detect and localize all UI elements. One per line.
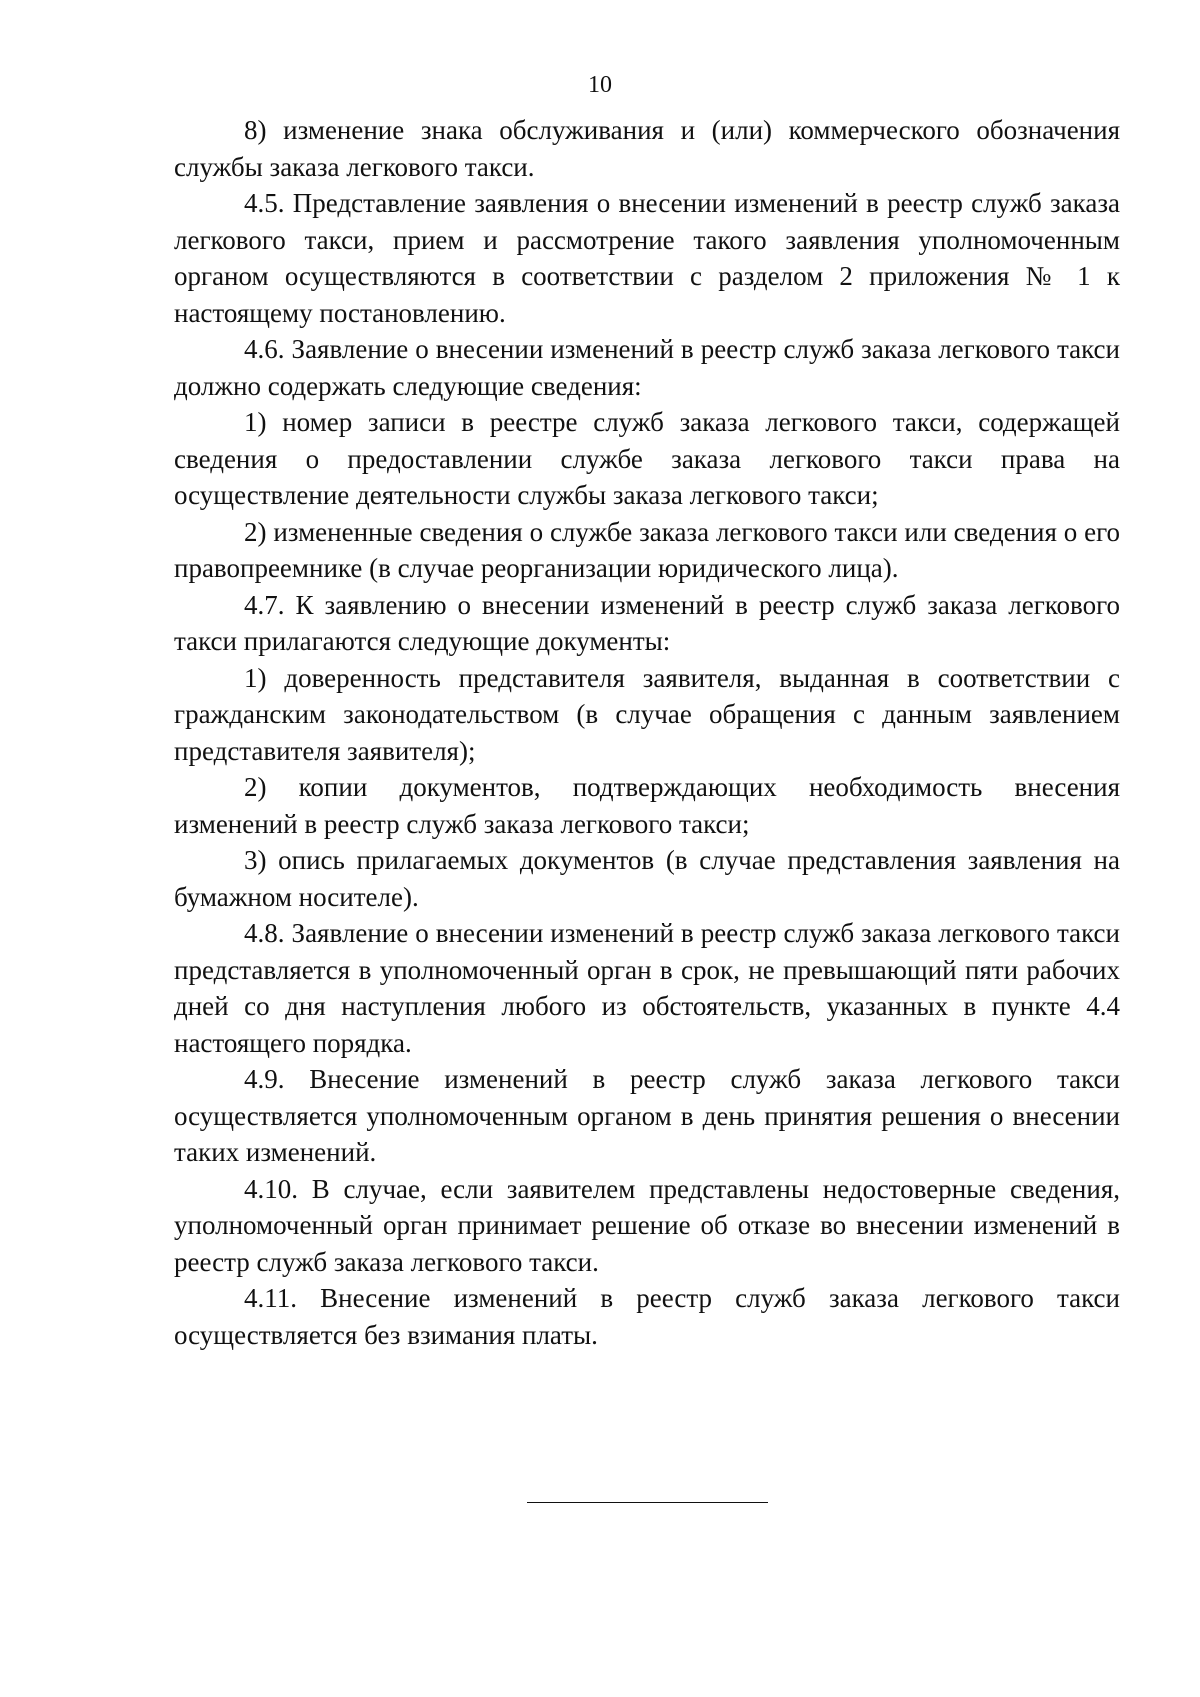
clause-4-6-item-2: 2) измененные сведения о службе заказа легкового такси или сведения о его правопреемнике (в случае реорганизации юридического лица). <box>174 516 1120 583</box>
clause-4-6-item-1: 1) номер записи в реестре служб заказа легкового такси, содержащей сведения о предоставлении службе заказа легкового такси права на осуществление деятельности службы заказа легкового такси; <box>174 407 1120 510</box>
clause-4-7-paragraph: 4.7. К заявлению о внесении изменений в реестр служб заказа легкового такси прилагаются следующие документы: <box>174 589 1120 656</box>
clause-4-11-paragraph: 4.11. Внесение изменений в реестр служб заказа легкового такси осуществляется без взимания платы. <box>174 1283 1120 1350</box>
clause-4-9-paragraph: 4.9. Внесение изменений в реестр служб заказа легкового такси осуществляется уполномоченным органом в день принятия решения о внесении таких изменений. <box>174 1064 1120 1167</box>
clause-4-5-paragraph: 4.5. Представление заявления о внесении изменений в реестр служб заказа легкового такси, прием и рассмотрение такого заявления уполномоченным органом осуществляются в соответствии с разделом 2 приложения № 1 к настоящему постановлению. <box>174 188 1120 328</box>
clause-4-7-item-3: 3) опись прилагаемых документов (в случае представления заявления на бумажном носителе). <box>174 845 1120 912</box>
clause-4-8-paragraph: 4.8. Заявление о внесении изменений в реестр служб заказа легкового такси представляется в уполномоченный орган в срок, не превышающий пяти рабочих дней со дня наступления любого из обстоятельств, указанных в пункте 4.4 настоящего порядка. <box>174 918 1120 1058</box>
clause-4-6-paragraph: 4.6. Заявление о внесении изменений в реестр служб заказа легкового такси должно содержать следующие сведения: <box>174 334 1120 401</box>
page-number: 10 <box>588 72 612 98</box>
clause-4-7-item-1: 1) доверенность представителя заявителя, выданная в соответствии с гражданским законодательством (в случае обращения с данным заявлением представителя заявителя); <box>174 662 1120 766</box>
clause-4-7-item-2: 2) копии документов, подтверждающих необходимость внесения изменений в реестр служб заказа легкового такси; <box>174 772 1120 839</box>
clause-4-10-paragraph: 4.10. В случае, если заявителем представлены недостоверные сведения, уполномоченный орган принимает решение об отказе во внесении изменений в реестр служб заказа легкового такси. <box>174 1173 1120 1277</box>
end-divider-line <box>527 1502 768 1503</box>
document-body <box>174 112 1120 1353</box>
item-8-paragraph: 8) изменение знака обслуживания и (или) коммерческого обозначения службы заказа легкового такси. <box>174 115 1120 182</box>
